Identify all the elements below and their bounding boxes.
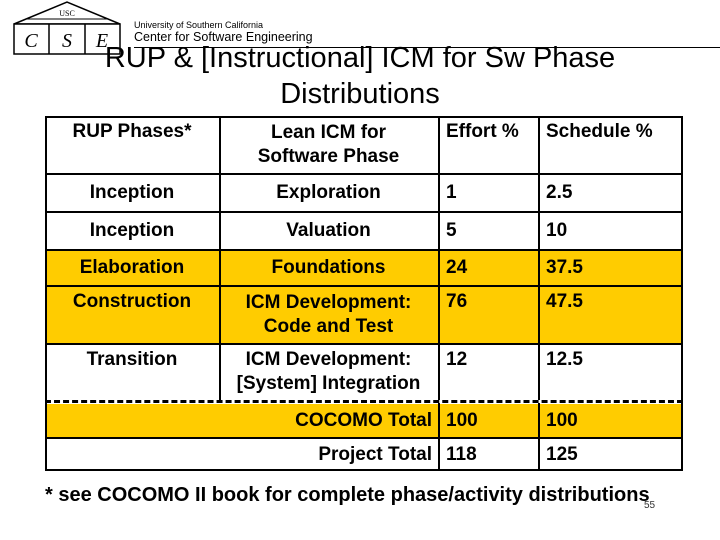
table-row: Transition ICM Development: [System] Integration 12 12.5 (86, 349, 583, 394)
university-name: University of Southern California (134, 20, 264, 30)
logo-letter-e: E (95, 30, 109, 52)
header-effort: Effort % (446, 121, 519, 142)
project-total-row: Project Total 118 125 (318, 443, 578, 465)
column-divider (219, 116, 221, 400)
header-lean-icm: Lean ICM for Software Phase (257, 122, 400, 167)
page-number: 55 (644, 500, 656, 511)
table-row: Inception Valuation 5 10 (89, 220, 568, 241)
table-dashed-rule (45, 400, 683, 403)
logo-letter-c: C (24, 30, 38, 52)
center-name: Center for Software Engineering (134, 30, 313, 44)
table-rule (45, 437, 683, 439)
column-divider (538, 116, 540, 400)
table-header-row (45, 116, 683, 174)
table-border-right (681, 116, 683, 400)
logo-letter-s: S (62, 30, 72, 52)
table-rule (45, 211, 683, 213)
column-divider (438, 116, 440, 400)
table-border-right (681, 403, 683, 471)
table-border-left (45, 116, 47, 400)
header-schedule: Schedule % (546, 121, 653, 142)
cocomo-total-row: COCOMO Total 100 100 (45, 404, 683, 438)
table-row-highlighted: Construction ICM Development: Code and Test 76 47.5 (45, 286, 683, 344)
column-divider (538, 403, 540, 471)
table-row: Inception Exploration 1 2.5 (89, 182, 573, 203)
phase-distribution-table (45, 116, 683, 471)
title-line-1: RUP & [Instructional] ICM for Sw Phase (104, 42, 616, 74)
header-rup-phases: RUP Phases* (72, 121, 192, 142)
title-line-2: Distributions (280, 78, 440, 110)
table-border-bottom (45, 469, 683, 471)
table-rule (45, 343, 683, 345)
table-border-left (45, 403, 47, 471)
slide-title (0, 40, 720, 112)
footnote: * see COCOMO II book for complete phase/activity distributions (45, 484, 650, 506)
table-rule (45, 285, 683, 287)
table-rule (45, 173, 683, 175)
table-border-top (45, 116, 683, 118)
table-row-highlighted: Elaboration Foundations 24 37.5 (45, 250, 683, 286)
column-divider (438, 403, 440, 471)
table-rule (45, 249, 683, 251)
logo-caption: USC (59, 9, 75, 18)
